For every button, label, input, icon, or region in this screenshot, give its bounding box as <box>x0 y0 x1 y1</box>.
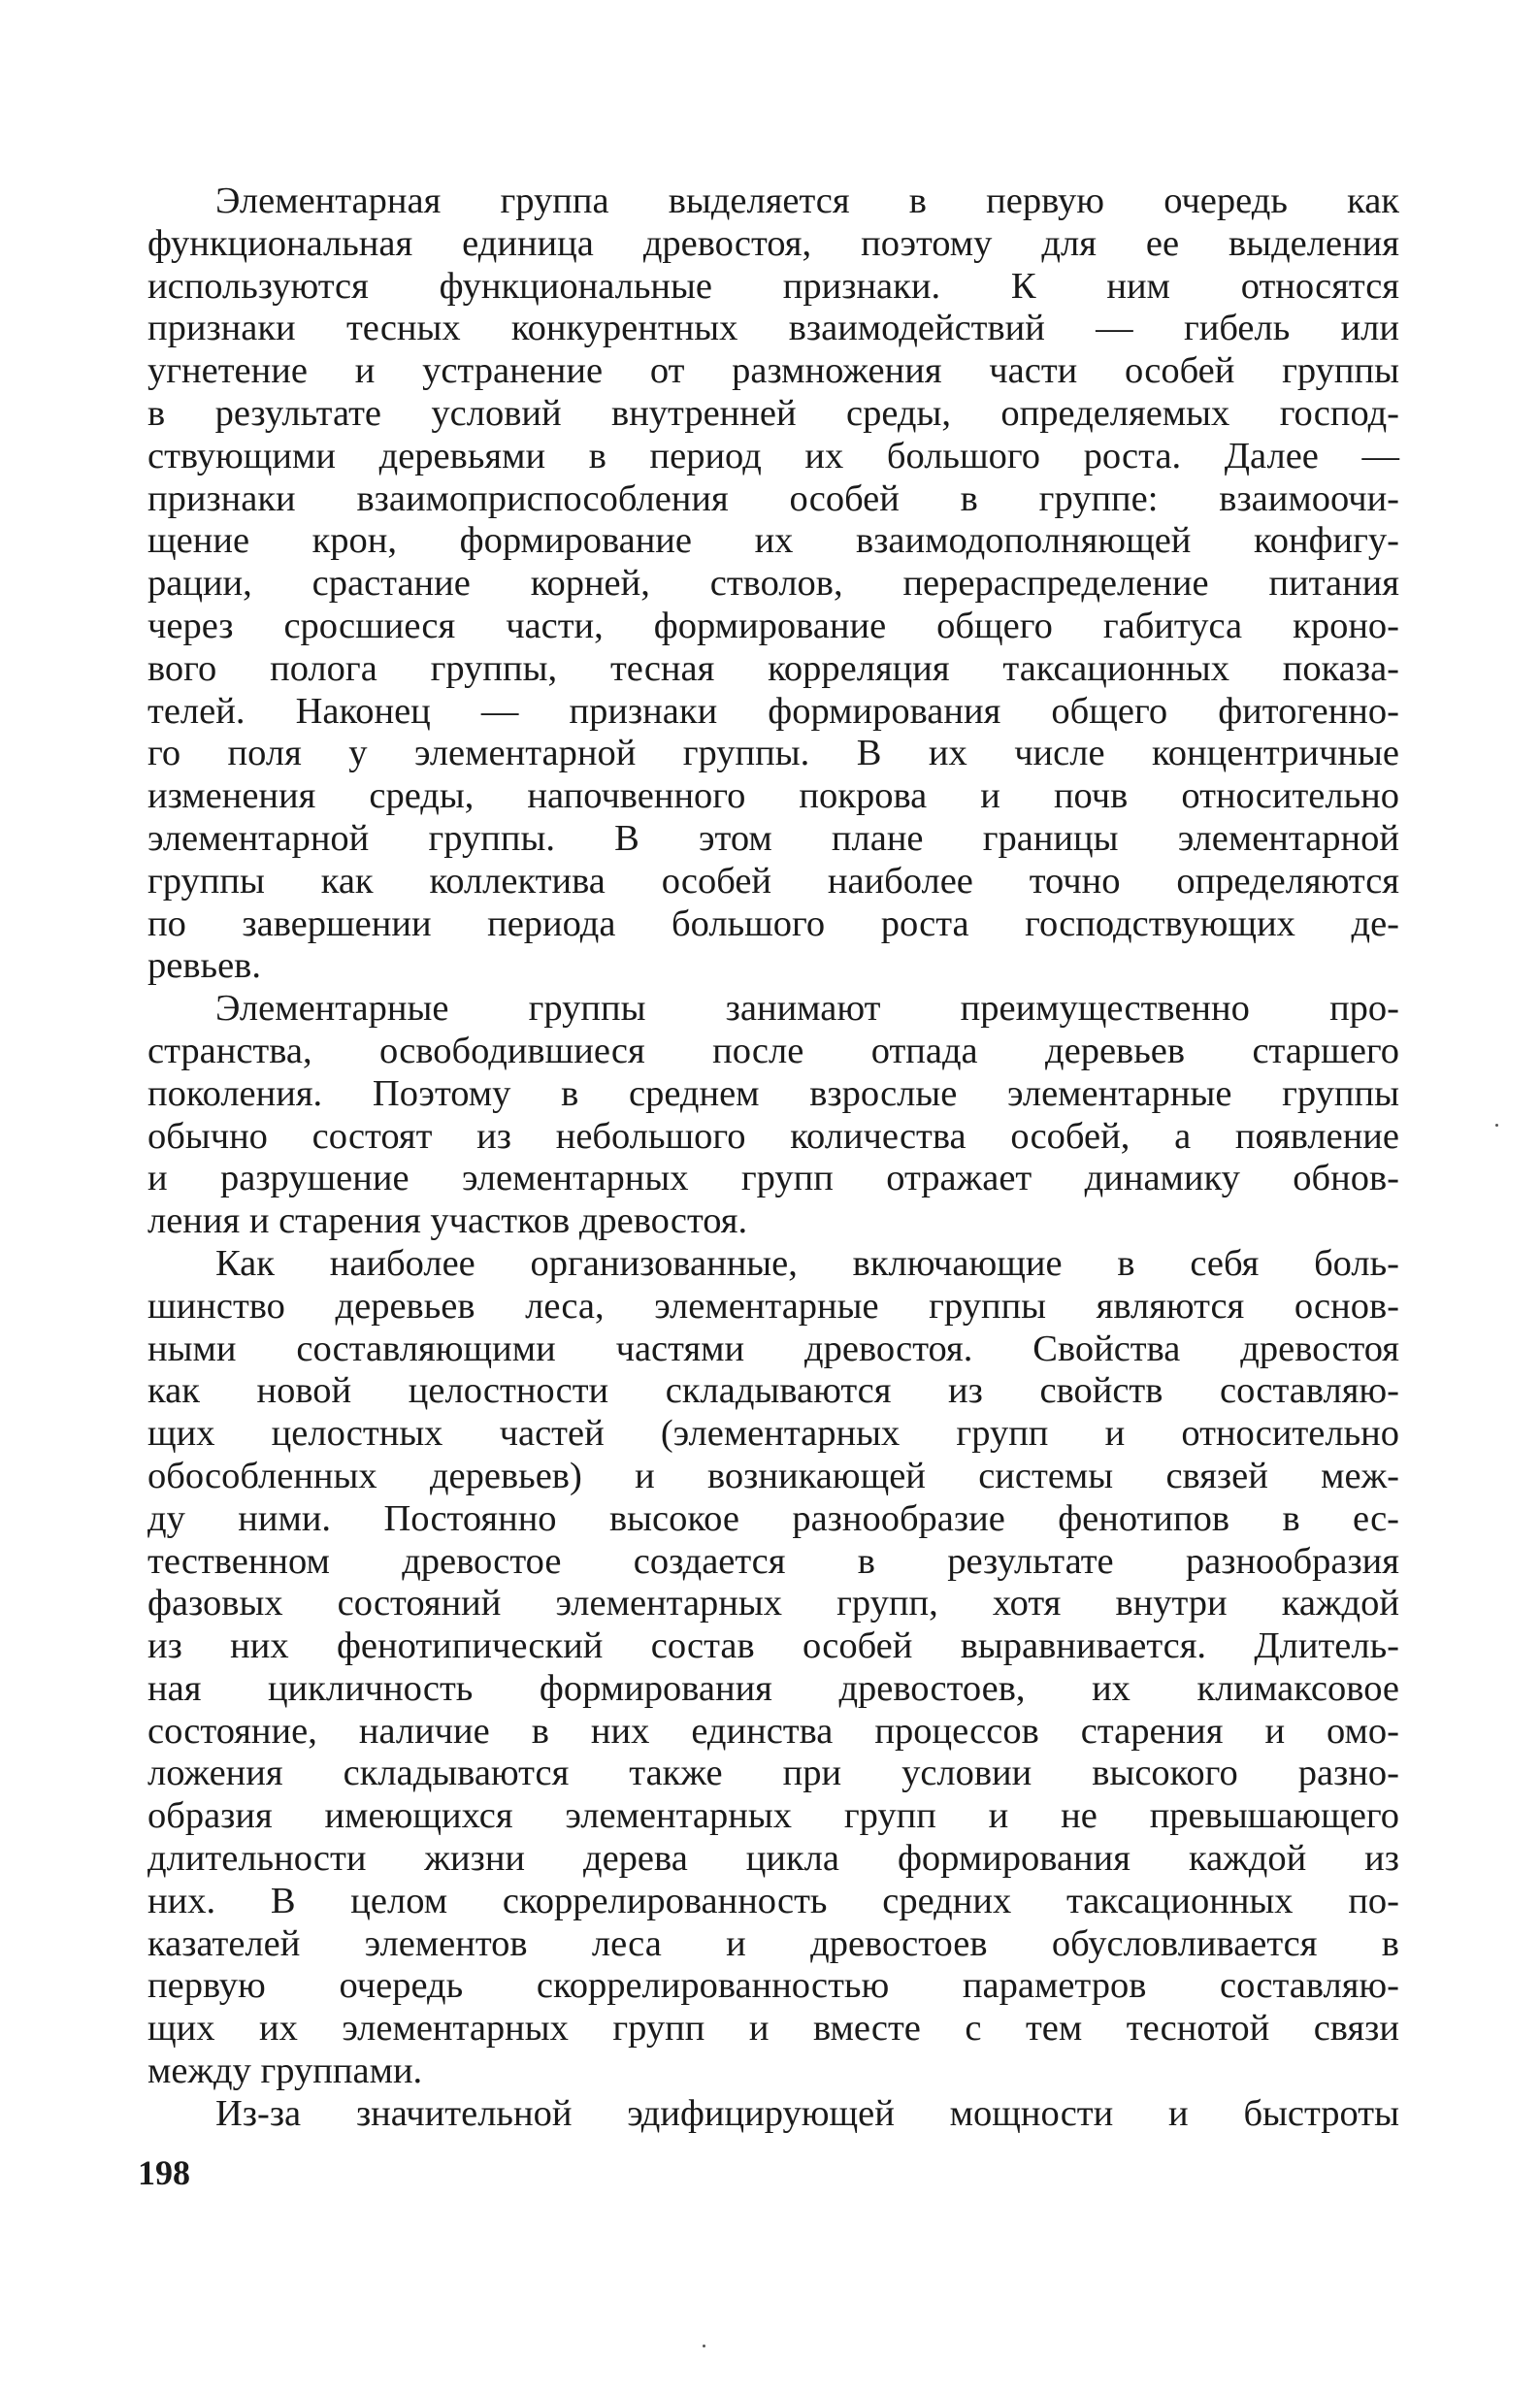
text-line: ления и старения участков древостоя. <box>147 1200 748 1242</box>
text-line: щение крон, формирование их взаимодополняющей конфигу- <box>147 520 1399 562</box>
text-line: телей. Наконец — признаки формирования общего фитогенно- <box>147 690 1399 732</box>
text-line: группы как коллектива особей наиболее точно определяются <box>147 860 1399 902</box>
text-line: вого полога группы, тесная корреляция таксационных показа- <box>147 647 1399 689</box>
text-line: щих их элементарных групп и вместе с тем теснотой связи <box>147 2008 1399 2050</box>
text-line: элементарной группы. В этом плане границы элементарной <box>147 817 1399 859</box>
text-line: и разрушение элементарных групп отражает динамику обнов- <box>147 1158 1399 1199</box>
text-line: казателей элементов леса и древостоев обусловливается в <box>147 1922 1399 1964</box>
text-line: Из-за значительной эдифицирующей мощности и быстроты <box>215 2092 1399 2134</box>
text-line: состояние, наличие в них единства процессов старения и омо- <box>147 1710 1399 1752</box>
body-text <box>147 180 1399 2136</box>
paragraph <box>147 988 1399 1243</box>
print-speck <box>703 2345 705 2347</box>
text-line: фазовых состояний элементарных групп, хотя внутри каждой <box>147 1583 1399 1624</box>
text-line: из них фенотипический состав особей выравнивается. Длитель- <box>147 1625 1399 1667</box>
text-line: поколения. Поэтому в среднем взрослые элементарные группы <box>147 1072 1399 1114</box>
text-line: ными составляющими частями древостоя. Свойства древостоя <box>147 1328 1399 1369</box>
paragraph <box>147 1243 1399 2093</box>
text-line: как новой целостности складываются из свойств составляю- <box>147 1370 1399 1412</box>
paragraph <box>147 2093 1399 2136</box>
text-line: образия имеющихся элементарных групп и не превышающего <box>147 1795 1399 1837</box>
print-speck <box>1495 1124 1498 1127</box>
text-line: используются функциональные признаки. К ним относятся <box>147 265 1399 307</box>
text-line: ревьев. <box>147 945 261 987</box>
text-line: шинство деревьев леса, элементарные группы являются основ- <box>147 1285 1399 1327</box>
text-line: го поля у элементарной группы. В их числе концентричные <box>147 733 1399 774</box>
text-line: первую очередь скоррелированностью параметров составляю- <box>147 1965 1399 2007</box>
text-line: рации, срастание корней, стволов, перераспределение питания <box>147 563 1399 605</box>
text-line: ложения складываются также при условии высокого разно- <box>147 1753 1399 1794</box>
text-line: ная цикличность формирования древостоев, их климаксовое <box>147 1667 1399 1709</box>
page-number: 198 <box>138 2153 190 2192</box>
text-line: длительности жизни дерева цикла формирования каждой из <box>147 1838 1399 1880</box>
text-line: по завершении периода большого роста господствующих де- <box>147 902 1399 944</box>
text-line: тественном древостое создается в результате разнообразия <box>147 1540 1399 1582</box>
text-line: обособленных деревьев) и возникающей системы связей меж- <box>147 1455 1399 1496</box>
text-line: обычно состоят из небольшого количества особей, а появление <box>147 1115 1399 1157</box>
paragraph <box>147 180 1399 988</box>
text-line: Как наиболее организованные, включающие в себя боль- <box>215 1242 1399 1284</box>
text-line: через сросшиеся части, формирование общего габитуса кроно- <box>147 605 1399 646</box>
text-line: Элементарная группа выделяется в первую очередь как <box>215 180 1399 221</box>
text-line: угнетение и устранение от размножения части особей группы <box>147 350 1399 392</box>
text-line: между группами. <box>147 2051 423 2092</box>
text-line: ду ними. Постоянно высокое разнообразие фенотипов в ес- <box>147 1497 1399 1539</box>
text-line: ствующими деревьями в период их большого роста. Далее — <box>147 435 1399 476</box>
text-line: в результате условий внутренней среды, определяемых господ- <box>147 392 1399 434</box>
text-line: признаки тесных конкурентных взаимодействий — гибель или <box>147 308 1399 349</box>
text-line: них. В целом скоррелированность средних таксационных по- <box>147 1880 1399 1921</box>
text-line: щих целостных частей (элементарных групп и относительно <box>147 1413 1399 1455</box>
text-line: признаки взаимоприспособления особей в группе: взаимоочи- <box>147 477 1399 519</box>
text-line: странства, освободившиеся после отпада деревьев старшего <box>147 1030 1399 1071</box>
text-line: Элементарные группы занимают преимущественно про- <box>215 988 1399 1030</box>
text-line: изменения среды, напочвенного покрова и почв относительно <box>147 775 1399 817</box>
text-line: функциональная единица древостоя, поэтому для ее выделения <box>147 222 1399 264</box>
